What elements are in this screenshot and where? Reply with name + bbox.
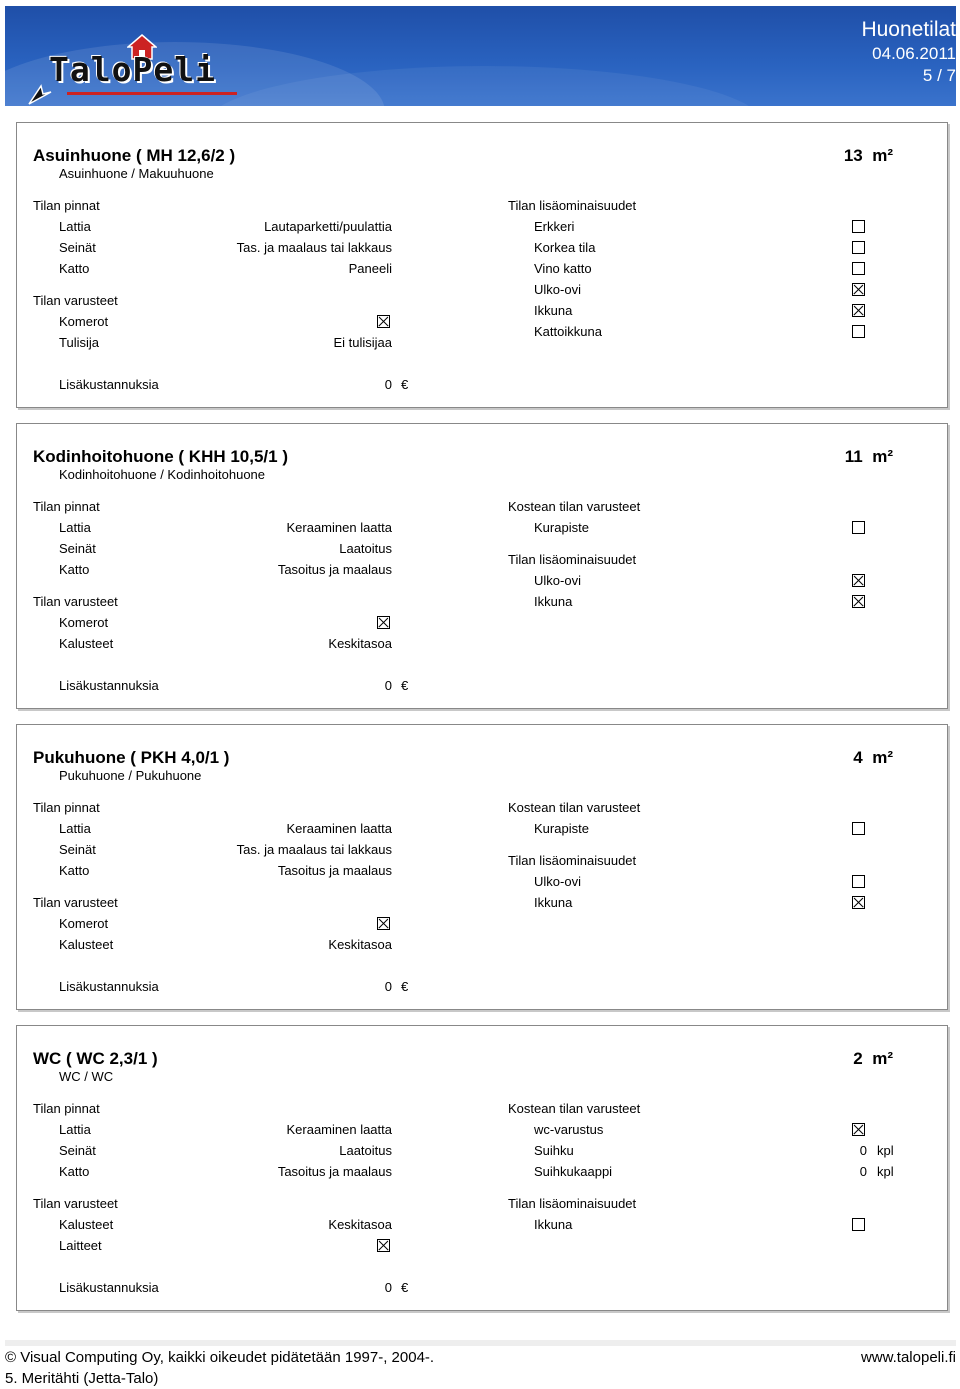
currency-symbol: € [401,377,409,392]
section-heading: Tilan lisäominaisuudet [508,853,637,868]
unit-label: kpl [877,1143,894,1158]
currency-symbol: € [401,979,409,994]
checkbox-unchecked[interactable] [852,241,865,254]
page-date: 04.06.2011 [872,44,956,63]
room-subtitle: WC / WC [59,1069,114,1084]
row-value: Keskitasoa [328,937,392,952]
row-value: Laatoitus [339,1143,392,1158]
row-label: Ulko-ovi [534,573,581,588]
extra-costs-value: 0 [384,1280,392,1295]
checkbox-checked[interactable] [852,574,865,587]
room-area: 13 m² [843,146,893,165]
row-value: 0 [859,1143,867,1158]
room-subtitle: Kodinhoitohuone / Kodinhoitohuone [59,467,266,482]
row-label: Kurapiste [534,821,589,836]
section-heading: Tilan pinnat [33,800,100,815]
currency-symbol: € [401,678,409,693]
row-value: Ei tulisijaa [333,335,392,350]
unit-label: kpl [877,1164,894,1179]
section-heading: Kostean tilan varusteet [508,800,641,815]
row-label: Kalusteet [59,937,114,952]
checkbox-checked[interactable] [377,917,390,930]
checkbox-checked[interactable] [377,1239,390,1252]
extra-costs-value: 0 [384,377,392,392]
room-title: Pukuhuone ( PKH 4,0/1 ) [33,748,230,767]
room-card-wc [16,1025,948,1311]
logo-text: TaloPeli [49,50,216,89]
row-value: Tas. ja maalaus tai lakkaus [236,842,392,857]
room-title: Kodinhoitohuone ( KHH 10,5/1 ) [33,447,288,466]
row-value: Keraaminen laatta [286,520,392,535]
row-label: Seinät [59,1143,96,1158]
logo-underline [67,92,237,95]
row-label: Kalusteet [59,1217,114,1232]
row-label: Komerot [59,615,109,630]
room-area: 11 m² [844,447,893,466]
row-label: Ikkuna [534,303,573,318]
section-heading: Kostean tilan varusteet [508,1101,641,1116]
row-label: Seinät [59,240,96,255]
row-label: Ikkuna [534,895,573,910]
row-label: Lattia [59,219,91,234]
room-card-pukuhuone [16,724,948,1010]
row-value: Tasoitus ja maalaus [277,1164,392,1179]
cursor-arrow-icon [27,82,53,106]
row-label: Katto [59,863,90,878]
row-label: Ikkuna [534,1217,573,1232]
room-card-asuinhuone [16,122,948,408]
row-value: Keraaminen laatta [286,1122,392,1137]
row-label: Lattia [59,520,91,535]
row-label: Lattia [59,821,91,836]
checkbox-checked[interactable] [377,315,390,328]
row-label: Seinät [59,842,96,857]
checkbox-unchecked[interactable] [852,1218,865,1231]
checkbox-checked[interactable] [852,595,865,608]
room-card-kodinhoitohuone [16,423,948,709]
checkbox-unchecked[interactable] [852,262,865,275]
row-label: Ulko-ovi [534,282,581,297]
talopeli-logo [27,34,257,106]
row-label: wc-varustus [534,1122,604,1137]
row-label: Ikkuna [534,594,573,609]
checkbox-checked[interactable] [852,896,865,909]
checkbox-unchecked[interactable] [852,822,865,835]
checkbox-unchecked[interactable] [852,220,865,233]
row-label: Laitteet [59,1238,102,1253]
row-label: Katto [59,1164,90,1179]
row-label: Seinät [59,541,96,556]
row-value: Tas. ja maalaus tai lakkaus [236,240,392,255]
section-heading: Tilan lisäominaisuudet [508,1196,637,1211]
row-label: Komerot [59,314,109,329]
room-subtitle: Pukuhuone / Pukuhuone [59,768,202,783]
page-title: Huonetilat [861,18,956,41]
row-label: Katto [59,562,90,577]
extra-costs-value: 0 [384,979,392,994]
checkbox-unchecked[interactable] [852,325,865,338]
section-heading: Tilan lisäominaisuudet [508,552,637,567]
page-header [5,6,956,106]
row-label: Katto [59,261,90,276]
row-value: Keskitasoa [328,636,392,651]
row-label: Erkkeri [534,219,575,234]
row-label: Suihkukaappi [534,1164,613,1179]
checkbox-unchecked[interactable] [852,875,865,888]
room-title: WC ( WC 2,3/1 ) [33,1049,158,1068]
checkbox-unchecked[interactable] [852,521,865,534]
currency-symbol: € [401,1280,409,1295]
checkbox-checked[interactable] [852,283,865,296]
extra-costs-label: Lisäkustannuksia [59,678,159,693]
room-area: 2 m² [853,1049,893,1068]
row-value: Laatoitus [339,541,392,556]
footer-license: 5. Meritähti (Jetta-Talo) [5,1370,159,1387]
checkbox-checked[interactable] [852,304,865,317]
row-label: Komerot [59,916,109,931]
extra-costs-label: Lisäkustannuksia [59,1280,159,1295]
row-label: Lattia [59,1122,91,1137]
row-label: Kurapiste [534,520,589,535]
row-label: Ulko-ovi [534,874,581,889]
checkbox-checked[interactable] [377,616,390,629]
row-value: Tasoitus ja maalaus [277,863,392,878]
row-value: Tasoitus ja maalaus [277,562,392,577]
row-label: Korkea tila [534,240,596,255]
extra-costs-value: 0 [384,678,392,693]
section-heading: Kostean tilan varusteet [508,499,641,514]
extra-costs-label: Lisäkustannuksia [59,979,159,994]
room-area: 4 m² [853,748,893,767]
extra-costs-label: Lisäkustannuksia [59,377,159,392]
section-heading: Tilan pinnat [33,198,100,213]
section-heading: Tilan varusteet [33,594,118,609]
room-subtitle: Asuinhuone / Makuuhuone [59,166,214,181]
section-heading: Tilan pinnat [33,1101,100,1116]
page-number: 5 / 7 [922,66,956,85]
section-heading: Tilan pinnat [33,499,100,514]
checkbox-checked[interactable] [852,1123,865,1136]
section-heading: Tilan varusteet [33,293,118,308]
row-label: Kattoikkuna [534,324,602,339]
row-value: Paneeli [348,261,392,276]
row-value: Keraaminen laatta [286,821,392,836]
row-value: 0 [859,1164,867,1179]
row-label: Vino katto [534,261,592,276]
section-heading: Tilan lisäominaisuudet [508,198,637,213]
row-label: Kalusteet [59,636,114,651]
row-label: Suihku [534,1143,574,1158]
section-heading: Tilan varusteet [33,895,118,910]
section-heading: Tilan varusteet [33,1196,118,1211]
footer-divider [5,1340,956,1346]
row-value: Keskitasoa [328,1217,392,1232]
room-title: Asuinhuone ( MH 12,6/2 ) [33,146,236,165]
footer-copyright: © Visual Computing Oy, kaikki oikeudet pidätetään 1997-, 2004-. [5,1349,435,1366]
row-value: Lautaparketti/puulattia [264,219,392,234]
footer-website-link[interactable]: www.talopeli.fi [860,1349,956,1366]
row-label: Tulisija [59,335,99,350]
